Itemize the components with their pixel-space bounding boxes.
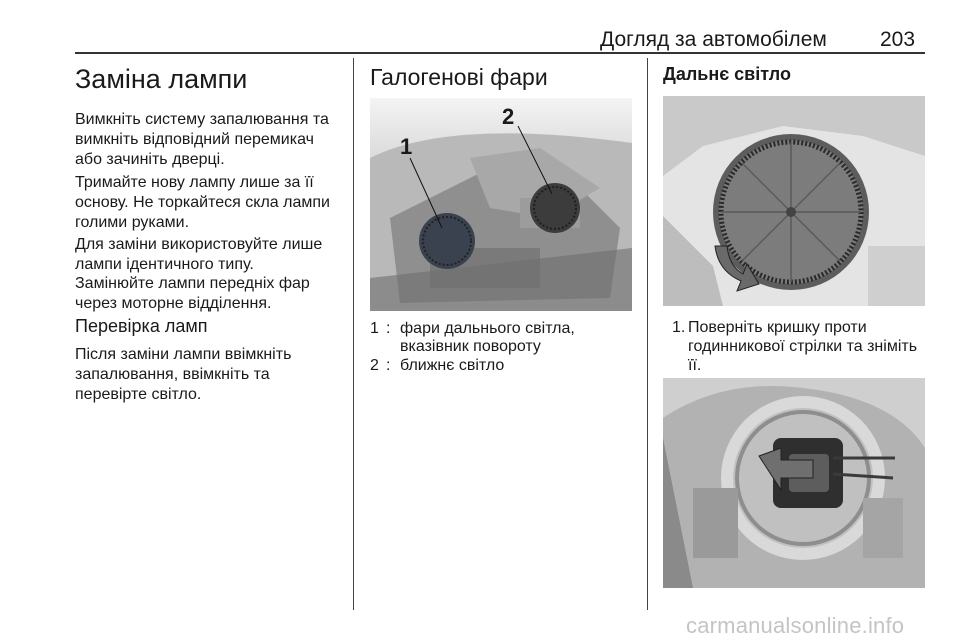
step-text: Поверніть кришку проти годинникової стрілки та зніміть її. [688, 319, 918, 374]
bulb-photo [663, 378, 925, 588]
caption-separator: : [386, 357, 391, 374]
page-number: 203 [880, 28, 916, 51]
section-title: Дальнє світло [663, 64, 791, 84]
caption-text: фари дальнього світла, вказівник повороту [400, 320, 575, 355]
header-title: Догляд за автомобілем [600, 28, 827, 51]
subheading: Перевірка ламп [75, 316, 208, 336]
cover-removal-photo [663, 96, 925, 306]
paragraph: Після заміни лампи ввімкніть запалювання, ввімкніть та перевірте світло. [75, 346, 292, 403]
column-divider [647, 58, 648, 610]
paragraph: Замінюйте лампи передніх фар через моторне відділення. [75, 275, 310, 312]
paragraph: Вимкніть систему запалювання та вимкніть відповідний перемикач або зачиніть дверці. [75, 111, 329, 168]
column-divider [353, 58, 354, 610]
headlamp-photo [370, 98, 632, 311]
section-title: Галогенові фари [370, 64, 548, 90]
section-title: Заміна лампи [75, 64, 248, 94]
caption-number: 1 [370, 320, 379, 337]
paragraph: Тримайте нову лампу лише за її основу. Не торкайтеся скла лампи голими руками. [75, 174, 330, 231]
caption-row [370, 320, 640, 356]
callout-2: 2 [502, 104, 515, 129]
header-divider [75, 52, 925, 54]
caption-separator: : [386, 320, 391, 337]
caption-number: 2 [370, 357, 379, 374]
step-number: 1. [672, 319, 686, 336]
caption-text: ближнє світло [400, 357, 505, 374]
callout-1: 1 [400, 134, 413, 159]
caption-row [370, 357, 640, 375]
paragraph: Для заміни використовуйте лише лампи ідентичного типу. [75, 236, 323, 273]
watermark: carmanualsonline.info [686, 613, 905, 638]
